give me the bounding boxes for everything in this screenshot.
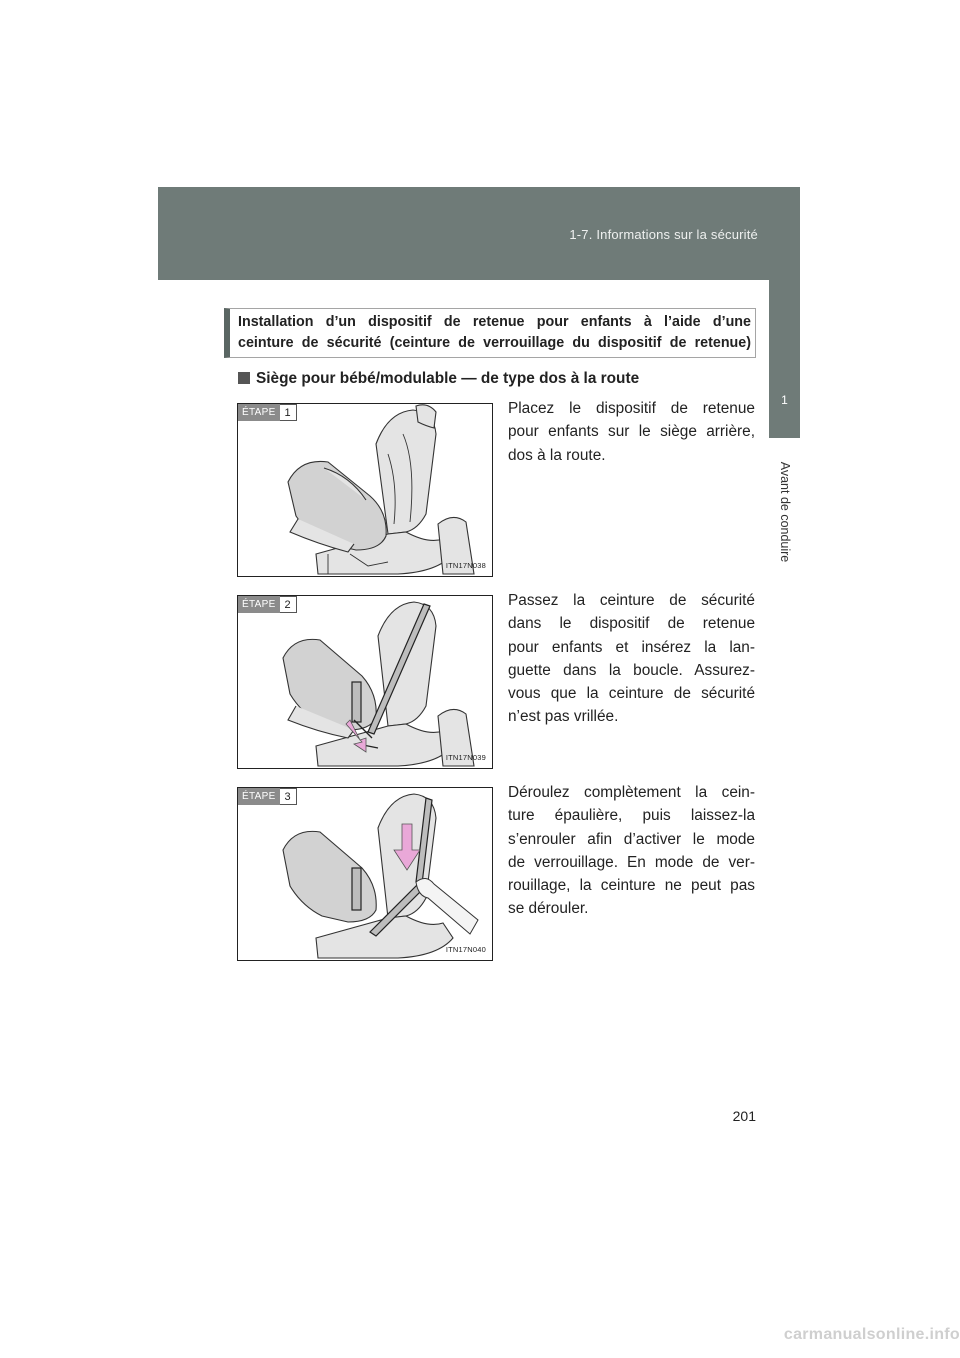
step-3-label: [238, 788, 297, 805]
step-1-line: Placez le dispositif de retenue: [508, 400, 755, 417]
step-1-text: [508, 397, 755, 467]
step-2-line: guette dans la boucle. Assurez-: [508, 661, 755, 679]
step-word: ÉTAPE: [238, 788, 280, 805]
chapter-number: 1: [781, 393, 788, 407]
square-bullet-icon: [238, 372, 250, 384]
section-title-line-2: ceinture de sécurité (ceinture de verrouillage du dispositif de retenue): [238, 335, 751, 351]
figure-code: ITN17N039: [445, 753, 486, 762]
section-heading: 1-7. Informations sur la sécurité: [569, 227, 758, 242]
step-number: 1: [280, 404, 297, 421]
step-2-text: [508, 589, 755, 729]
page-number: 201: [732, 1108, 756, 1124]
step-1-label: [238, 404, 297, 421]
step-2-line: Passez la ceinture de sécurité: [508, 592, 755, 609]
step-2-figure: [237, 595, 493, 769]
figure-code: ITN17N040: [445, 945, 486, 954]
step-2-line: pour enfants et insérez la lan-: [508, 638, 755, 656]
car-seat-placement-illustration: [238, 404, 492, 576]
step-3-line: de verrouillage. En mode de ver-: [508, 853, 755, 871]
watermark: carmanualsonline.info: [783, 1326, 960, 1343]
step-1-line: dos à la route.: [508, 446, 606, 464]
step-3-line: ture épaulière, puis laissez-la: [508, 807, 755, 825]
step-2-line: n’est pas vrillée.: [508, 708, 619, 726]
step-number: 2: [280, 596, 297, 613]
subsection-heading: [238, 370, 639, 388]
section-title-line-1: Installation d’un dispositif de retenue pour enfants à l’aide d’une: [238, 314, 751, 330]
step-3-line: rouillage, la ceinture ne peut pas: [508, 877, 755, 895]
chapter-label: [775, 452, 795, 572]
header-bar: [158, 187, 800, 280]
step-3-line: Déroulez complètement la cein-: [508, 784, 755, 801]
step-2-line: vous que la ceinture de sécurité: [508, 685, 755, 703]
chapter-title: Avant de conduire: [778, 461, 792, 563]
step-2-label: [238, 596, 297, 613]
section-title-box: [224, 308, 756, 358]
step-number: 3: [280, 788, 297, 805]
step-3-line: s’enrouler afin d’activer le mode: [508, 830, 755, 848]
belt-routing-illustration: [238, 596, 492, 768]
section-title: [238, 312, 751, 354]
figure-code: ITN17N038: [445, 561, 486, 570]
step-word: ÉTAPE: [238, 596, 280, 613]
step-word: ÉTAPE: [238, 404, 280, 421]
belt-locking-illustration: [238, 788, 492, 960]
step-3-text: [508, 781, 755, 921]
step-3-line: se dérouler.: [508, 900, 589, 918]
step-3-figure: [237, 787, 493, 961]
subsection-heading-text: Siège pour bébé/modulable — de type dos à la route: [256, 370, 640, 387]
step-1-line: pour enfants sur le siège arrière,: [508, 423, 755, 441]
step-1-figure: [237, 403, 493, 577]
chapter-tab: [769, 280, 800, 438]
step-2-line: dans le dispositif de retenue: [508, 615, 755, 633]
